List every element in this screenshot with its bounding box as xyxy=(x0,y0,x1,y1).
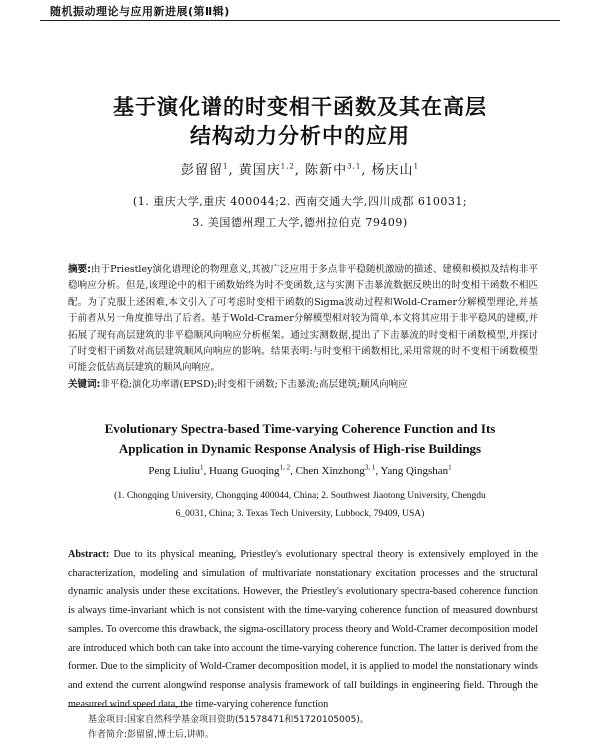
zh-keywords-label: 关键词: xyxy=(68,378,101,390)
en-author-sup: 1 xyxy=(199,463,204,472)
en-abstract-label: Abstract: xyxy=(68,549,110,560)
zh-title-line2: 结构动力分析中的应用 xyxy=(190,124,410,148)
zh-author: 黄国庆 xyxy=(238,163,281,178)
zh-author-sup: 1 xyxy=(222,162,229,171)
zh-author-sup: 3,1 xyxy=(347,162,362,171)
zh-abstract xyxy=(68,262,538,393)
zh-abstract-text: 由于Priestley演化谱理论的物理意义,其被广泛应用于多点非平稳随机激励的描述、建模和模拟及结构非平稳响应分析。但是,该理论中的相干函数始终为时不变函数,这与实测下击暴流数据反映出的时变相干函数不相匹配。为了克服上述困难,本文引入了可考虑时变相干函数的Sigma波动过程和Wold-Cramer分解模型理论,并基于前者从另一角度推导出了后者。基于Wold-Cramer分解模型相对较为简单,本文将其应用于非平稳风的建模,并拓展了现有高层建筑的非平稳顺风向响应分析框架。通过实测数据,提出了下击暴流的时变相干函数模型,并探讨了时变相干函数对高层建筑顺风向响应的影响。结果表明:与时变相干函数相比,采用常规的时不变相干函数模型可能会低估高层建筑的顺风向响应。 xyxy=(68,264,538,374)
en-abstract-text: Due to its physical meaning, Priestley's evolutionary spectral theory is extensively employed in the characterization, modeling and simulation of multivariate nonstationary excitation processes and the structural dynamic analysis under these excitations. However, the Priestley's evolutionary spectra-based coherence function is always time-invariant which is not consistent with the time-varying coherence function of measured downburst samples. To overcome this drawback, the sigma-oscillatory process theory and Wold-Cramer decomposition model are introduced which both can take into account the time-varying coherence function. The latter is derived from the former. Due to the simplicity of Wold-Cramer decomposition model, it is applied to model the nonstationary winds and extend the current alongwind response analysis framework of tall buildings in engineering field. Through the measured wind speed data, the time-varying coherence function xyxy=(68,549,539,710)
footnote-fund: 基金项目:国家自然科学基金项目资助(51578471和51720105005)。 xyxy=(88,715,369,725)
en-author-sup: 1, 2 xyxy=(279,463,291,472)
zh-keywords-text: 非平稳;演化功率谱(EPSD);时变相干函数;下击暴流;高层建筑;顺风向响应 xyxy=(100,378,408,390)
zh-author: 陈新中 xyxy=(305,163,348,178)
zh-author-sup: 1 xyxy=(413,162,420,171)
en-affiliation-line1: (1. Chongqing University, Chongqing 400044, China; 2. Southwest Jiaotong University, Chengdu xyxy=(114,491,486,501)
en-author: Yang Qingshan xyxy=(380,465,449,477)
zh-author-sup: 1,2 xyxy=(280,162,295,171)
en-author: Peng Liuliu xyxy=(148,465,200,477)
footnote-rule xyxy=(68,706,188,707)
zh-title-line1: 基于演化谱的时变相干函数及其在高层 xyxy=(113,95,487,119)
zh-authors: 彭留留$^1$, 黄国庆$^{1,2}$, 陈新中$^{3,1}$, 杨庆山$^1$ xyxy=(180,162,420,178)
en-affiliation-line2: 6_0031, China; 3. Texas Tech University, Lubbock, 79409, USA) xyxy=(175,509,425,519)
en-authors: Peng Liuliu$^1$, Huang Guoqing$^{1, 2}$, Chen Xinzhong$^{3, 1}$, Yang Qingshan$^1$ xyxy=(148,463,452,477)
en-title-line2: Application in Dynamic Response Analysis of High-rise Buildings xyxy=(118,441,482,456)
en-author-sup: 1 xyxy=(448,463,452,472)
zh-abstract-label: 摘要: xyxy=(68,264,91,275)
zh-affiliation-line2: 3. 美国德州理工大学,德州拉伯克 79409) xyxy=(192,216,408,229)
en-author-sup: 3, 1 xyxy=(364,463,376,472)
footnote-author: 作者简介:彭留留,博士后,讲师。 xyxy=(88,730,214,740)
en-title-line1: Evolutionary Spectra-based Time-varying Coherence Function and Its xyxy=(104,421,496,436)
en-author: Huang Guoqing xyxy=(208,465,280,477)
zh-author: 彭留留 xyxy=(180,163,223,178)
running-header: 随机振动理论与应用新进展(第Ⅱ辑) xyxy=(50,5,230,18)
zh-affiliation-line1: (1. 重庆大学,重庆 400044;2. 西南交通大学,四川成都 610031; xyxy=(132,195,468,208)
zh-author: 杨庆山 xyxy=(371,163,414,178)
en-abstract xyxy=(68,546,538,714)
en-author: Chen Xinzhong xyxy=(295,465,365,477)
header-rule xyxy=(40,20,560,21)
